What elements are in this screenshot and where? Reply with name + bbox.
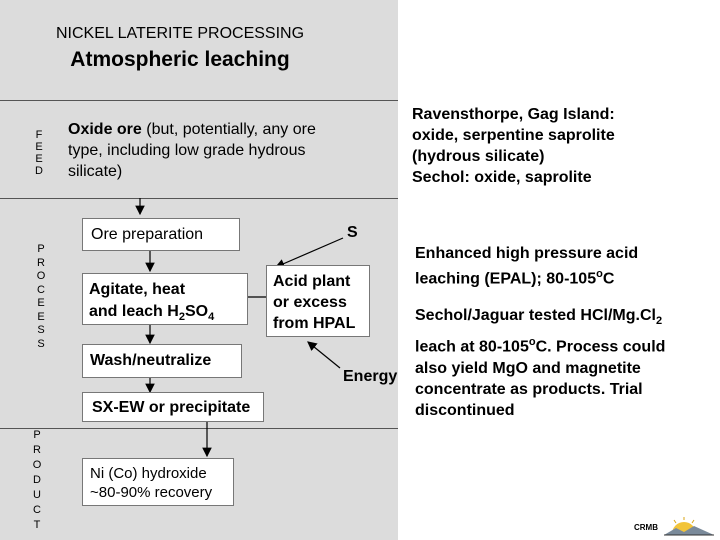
product-section-label: P R O D U C T (32, 429, 42, 531)
deposit-examples-text: Ravensthorpe, Gag Island: oxide, serpentine saprolite (hydrous silicate) Sechol: oxide, saprolite (412, 106, 615, 186)
product-box (82, 458, 234, 506)
epal-text: Enhanced high pressure acid leaching (EPAL); 80-105$^o$C (415, 245, 639, 288)
header-title: NICKEL LATERITE PROCESSING (55, 25, 305, 42)
sulfur-input-label: S (347, 224, 358, 241)
agitate-leach-label: Agitate, heat and leach $H_2SO_4$ (89, 281, 215, 324)
arrow-energy-to-acid (308, 342, 340, 368)
sxew-box (82, 392, 264, 422)
process-section-label: P R O C E E S S (36, 243, 46, 350)
arrow-s-to-acid (276, 238, 343, 267)
header-subtitle: Atmospheric leaching (70, 48, 290, 71)
crmb-logo-text: CRMB (634, 523, 658, 532)
crmb-logo-icon (664, 516, 714, 536)
acid-plant-box (266, 265, 370, 337)
wash-neutralize-box (82, 344, 242, 378)
feed-section-label: F E E D (35, 129, 43, 177)
ore-preparation-box (82, 218, 240, 251)
ore-preparation-label: Ore preparation (91, 226, 204, 243)
sxew-label: SX-EW or precipitate (92, 399, 251, 416)
feed-description: Oxide ore (but, potentially, any ore type, including low grade hydrous silicate) (68, 121, 316, 180)
acid-plant-label: Acid plant or excess from HPAL (273, 273, 356, 332)
product-label: Ni (Co) hydroxide ~80-90% recovery (90, 465, 213, 501)
agitate-leach-box (82, 273, 248, 325)
wash-neutralize-label: Wash/neutralize (90, 352, 212, 369)
energy-input-label: Energy (343, 368, 398, 385)
sechol-jaguar-text: Sechol/Jaguar tested HCl/$Mg.Cl_2$ leach at 80-105$^o$C. Process could also yield MgO and magnetite concentrate as products. Trial discontinued (415, 307, 666, 419)
